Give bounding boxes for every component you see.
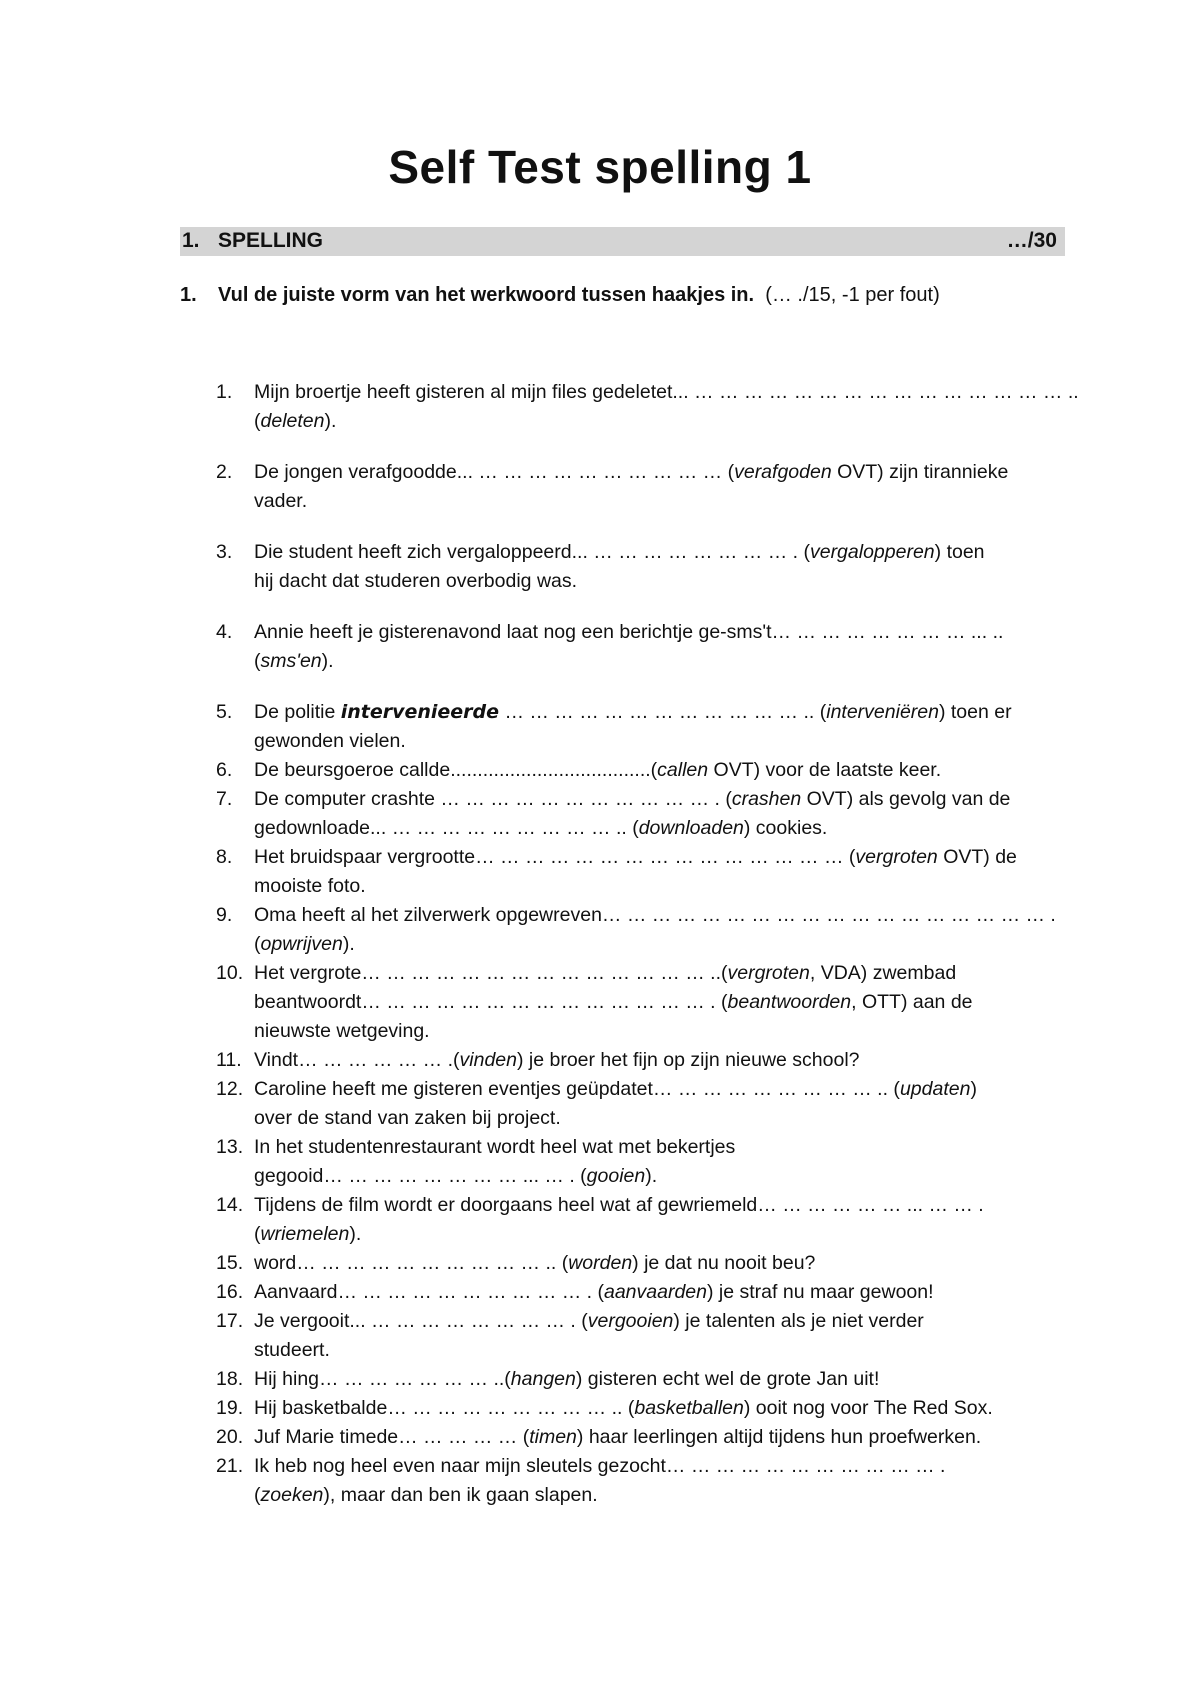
item-text: Vindt… … … … … … .( <box>254 1049 460 1071</box>
item-text: Het vergrote… … … … … … … … … … … … … … ..( <box>254 962 728 984</box>
instruction-number: 1. <box>180 284 197 306</box>
exercise-item <box>216 1365 1066 1394</box>
item-line <box>254 756 1066 785</box>
item-text: gewonden vielen. <box>254 730 406 752</box>
item-text: ). <box>321 650 334 672</box>
item-line <box>254 1162 1066 1191</box>
item-text: ) je straf nu maar gewoon! <box>707 1281 934 1303</box>
item-text: ( <box>254 933 261 955</box>
item-text: ) je broer het fijn op zijn nieuwe school? <box>516 1049 860 1071</box>
item-text: ) je talenten als je niet verder <box>673 1310 924 1332</box>
item-line <box>254 1423 1066 1452</box>
exercise-item <box>216 618 1066 676</box>
item-line <box>254 538 1066 567</box>
item-number: 19. <box>216 1397 244 1419</box>
verb-infinitive: updaten <box>899 1078 971 1100</box>
item-line <box>254 727 1066 756</box>
verb-infinitive: verafgoden <box>734 461 832 483</box>
item-text: Annie heeft je gisterenavond laat nog een berichtje ge-sms't… … … … … … … … ... .. <box>254 621 1004 643</box>
item-line <box>254 458 1066 487</box>
item-text: Die student heeft zich vergaloppeerd... … … … … … … … … . ( <box>254 541 810 563</box>
item-text: ( <box>254 1223 261 1245</box>
verb-infinitive: wriemelen <box>260 1223 350 1245</box>
exercise-item <box>216 1452 1066 1510</box>
item-line <box>254 1307 1066 1336</box>
verb-infinitive: deleten <box>260 410 325 432</box>
exercise-item <box>216 1133 1066 1191</box>
item-number: 5. <box>216 701 233 723</box>
item-line <box>254 814 1066 843</box>
item-text: , VDA) zwembad <box>809 962 957 984</box>
item-number: 20. <box>216 1426 244 1448</box>
item-text: Hij basketbalde… … … … … … … … … .. ( <box>254 1397 635 1419</box>
exercise-item <box>216 756 1066 785</box>
item-text: … … … … … … … … … … … … .. ( <box>499 701 827 723</box>
item-text: ( <box>254 1484 261 1506</box>
item-line <box>254 872 1066 901</box>
verb-infinitive: timen <box>529 1426 577 1448</box>
verb-infinitive: vergroten <box>727 962 810 984</box>
item-line <box>254 1365 1066 1394</box>
item-line <box>254 1046 1066 1075</box>
item-number: 1. <box>216 381 233 403</box>
item-text: Caroline heeft me gisteren eventjes geüpdatet… … … … … … … … … .. ( <box>254 1078 900 1100</box>
item-line <box>254 1191 1066 1220</box>
verb-infinitive: vinden <box>459 1049 517 1071</box>
verb-infinitive: sms'en <box>260 650 322 672</box>
item-line <box>254 959 1066 988</box>
exercise-item <box>216 1046 1066 1075</box>
exercise-item <box>216 378 1079 436</box>
item-text: nieuwste wetgeving. <box>254 1020 430 1042</box>
exercise-item <box>216 538 1066 596</box>
item-line <box>254 1133 1066 1162</box>
exercise-item <box>216 1307 1066 1365</box>
verb-infinitive: aanvaarden <box>603 1281 707 1303</box>
item-text: OVT) zijn tirannieke <box>831 461 1009 483</box>
item-text: ), maar dan ben ik gaan slapen. <box>323 1484 598 1506</box>
verb-infinitive: hangen <box>510 1368 576 1390</box>
item-number: 12. <box>216 1078 244 1100</box>
item-text: Aanvaard… … … … … … … … … … . ( <box>254 1281 604 1303</box>
item-line <box>254 1336 1066 1365</box>
verb-infinitive: vergroten <box>855 846 938 868</box>
item-number: 10. <box>216 962 244 984</box>
item-text: Mijn broertje heeft gisteren al mijn files gedeletet... … … … … … … … … … … … … … … … .. <box>254 381 1079 403</box>
item-line <box>254 901 1066 930</box>
item-text: ) cookies. <box>743 817 828 839</box>
exercise-list <box>216 378 1079 1510</box>
item-text: De computer crashte … … … … … … … … … … … . ( <box>254 788 732 810</box>
item-line <box>254 785 1066 814</box>
item-text: In het studentenrestaurant wordt heel wat met bekertjes <box>254 1136 736 1158</box>
item-line <box>254 487 1066 516</box>
item-text: ). <box>324 410 337 432</box>
verb-infinitive: zoeken <box>260 1484 324 1506</box>
verb-infinitive: basketballen <box>634 1397 744 1419</box>
verb-infinitive: worden <box>568 1252 633 1274</box>
item-number: 16. <box>216 1281 244 1303</box>
item-line <box>254 698 1066 727</box>
item-number: 13. <box>216 1136 244 1158</box>
exercise-item <box>216 1423 1066 1452</box>
item-text: Juf Marie timede… … … … … ( <box>254 1426 530 1448</box>
exercise-item <box>216 843 1066 901</box>
item-line <box>254 407 1066 436</box>
section-score: …/30 <box>1006 229 1057 252</box>
item-bold-word: intervenieerde <box>340 701 500 723</box>
item-line <box>254 1075 1066 1104</box>
item-text: ) toen er <box>938 701 1012 723</box>
item-line <box>254 1452 1066 1481</box>
item-number: 2. <box>216 461 233 483</box>
verb-infinitive: interveniëren <box>826 701 939 723</box>
item-number: 6. <box>216 759 233 781</box>
item-text: Tijdens de film wordt er doorgaans heel wat af gewriemeld… … … … … … ... … … . <box>254 1194 984 1216</box>
item-text: hij dacht dat studeren overbodig was. <box>254 570 578 592</box>
item-line <box>254 1394 1066 1423</box>
item-line <box>254 1481 1066 1510</box>
item-line <box>254 567 1066 596</box>
item-number: 9. <box>216 904 233 926</box>
item-text: beantwoordt… … … … … … … … … … … … … … . ( <box>254 991 728 1013</box>
item-text: ) gisteren echt wel de grote Jan uit! <box>575 1368 880 1390</box>
exercise-item <box>216 1191 1066 1249</box>
section-header <box>180 227 1065 256</box>
item-text: word… … … … … … … … … … .. ( <box>254 1252 569 1274</box>
exercise-instruction <box>180 284 940 307</box>
item-text: ( <box>254 650 261 672</box>
item-number: 21. <box>216 1455 244 1477</box>
verb-infinitive: gooien <box>586 1165 646 1187</box>
item-number: 17. <box>216 1310 244 1332</box>
item-line <box>254 930 1066 959</box>
exercise-item <box>216 1249 1066 1278</box>
item-text: OVT) voor de laatste keer. <box>708 759 942 781</box>
exercise-item <box>216 901 1066 959</box>
item-text: ( <box>254 410 261 432</box>
item-line <box>254 378 1079 407</box>
item-line <box>254 843 1066 872</box>
item-text: Het bruidspaar vergrootte… … … … … … … … … … … … … … … ( <box>254 846 856 868</box>
item-number: 8. <box>216 846 233 868</box>
section-number: 1. <box>182 229 200 252</box>
item-line <box>254 647 1066 676</box>
verb-infinitive: vergooien <box>587 1310 674 1332</box>
exercise-item <box>216 959 1066 1046</box>
item-number: 7. <box>216 788 233 810</box>
instruction-text: Vul de juiste vorm van het werkwoord tussen haakjes in. <box>218 284 755 306</box>
item-text: mooiste foto. <box>254 875 366 897</box>
item-text: , OTT) aan de <box>851 991 973 1013</box>
item-text: over de stand van zaken bij project. <box>254 1107 561 1129</box>
item-text: studeert. <box>254 1339 330 1361</box>
item-text: ). <box>645 1165 658 1187</box>
item-line <box>254 988 1066 1017</box>
item-line <box>254 1017 1066 1046</box>
item-text: ) ooit nog voor The Red Sox. <box>743 1397 993 1419</box>
exercise-item <box>216 1278 1066 1307</box>
verb-infinitive: callen <box>657 759 709 781</box>
item-line <box>254 618 1066 647</box>
item-text: Ik heb nog heel even naar mijn sleutels gezocht… … … … … … … … … … … . <box>254 1455 946 1477</box>
item-number: 11. <box>216 1049 242 1071</box>
exercise-item <box>216 1075 1066 1133</box>
instruction-score: (… ./15, -1 per fout) <box>765 284 940 306</box>
item-line <box>254 1104 1066 1133</box>
verb-infinitive: opwrijven <box>260 933 343 955</box>
item-number: 18. <box>216 1368 244 1390</box>
verb-infinitive: beantwoorden <box>727 991 852 1013</box>
item-text: ) haar leerlingen altijd tijdens hun proefwerken. <box>576 1426 982 1448</box>
page-title: Self Test spelling 1 <box>388 141 812 193</box>
item-line <box>254 1220 1066 1249</box>
item-number: 15. <box>216 1252 244 1274</box>
item-text: De jongen verafgoodde... … … … … … … … … … … ( <box>254 461 735 483</box>
item-text: OVT) de <box>937 846 1017 868</box>
item-text: ). <box>349 1223 362 1245</box>
item-text: OVT) als gevolg van de <box>801 788 1011 810</box>
exercise-item <box>216 698 1066 756</box>
item-line <box>254 1278 1066 1307</box>
exercise-item <box>216 785 1066 843</box>
exercise-item <box>216 458 1066 516</box>
item-text: gedownloade... … … … … … … … … … .. ( <box>254 817 639 839</box>
verb-infinitive: crashen <box>731 788 802 810</box>
item-text: gegooid… … … … … … … … ... … . ( <box>254 1165 587 1187</box>
verb-infinitive: vergalopperen <box>809 541 935 563</box>
verb-infinitive: downloaden <box>638 817 744 839</box>
section-label: SPELLING <box>218 229 324 252</box>
item-text: ). <box>342 933 355 955</box>
item-text: ) toen <box>934 541 985 563</box>
item-number: 14. <box>216 1194 244 1216</box>
item-number: 3. <box>216 541 233 563</box>
item-text: vader. <box>254 490 308 512</box>
exercise-item <box>216 1394 1066 1423</box>
item-text: De beursgoeroe callde.....................................( <box>254 759 658 781</box>
item-line <box>254 1249 1066 1278</box>
item-text: Je vergooit... … … … … … … … … . ( <box>254 1310 588 1332</box>
item-text: ) je dat nu nooit beu? <box>632 1252 816 1274</box>
item-text: De politie <box>254 701 341 723</box>
item-text: ) <box>970 1078 977 1100</box>
item-text: Oma heeft al het zilverwerk opgewreven… … … … … … … … … … … … … … … … … … . <box>254 904 1056 926</box>
item-number: 4. <box>216 621 233 643</box>
item-text: Hij hing… … … … … … … ..( <box>254 1368 511 1390</box>
